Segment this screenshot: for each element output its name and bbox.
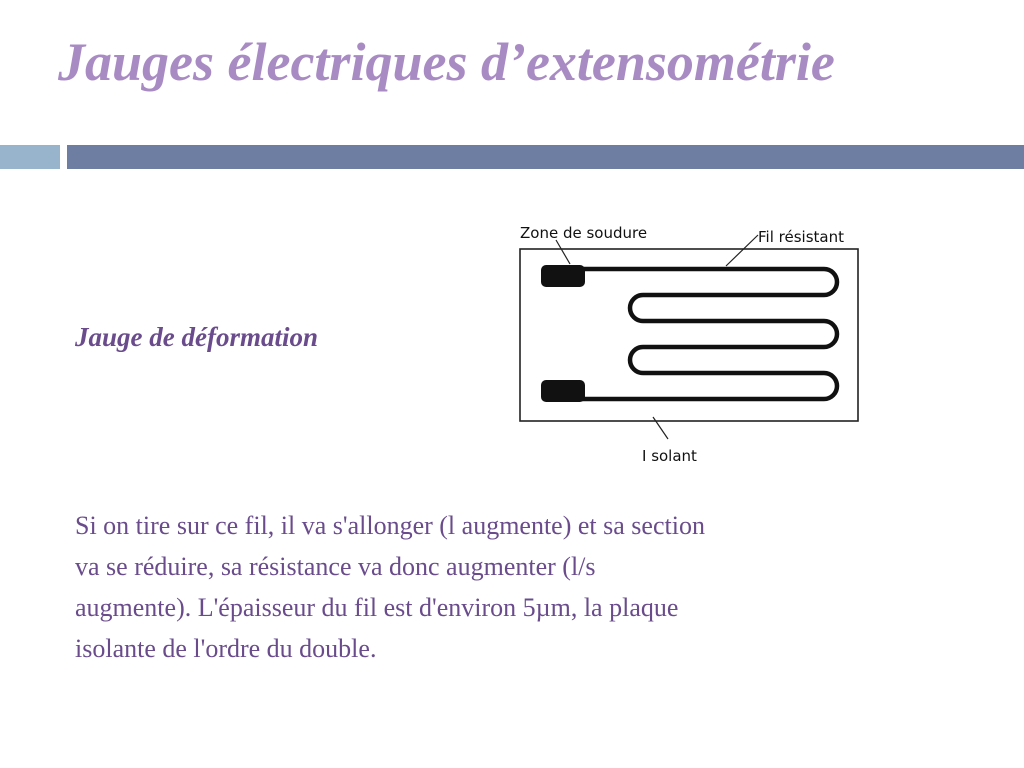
subheading: Jauge de déformation	[75, 322, 318, 352]
label-insulator: I solant	[642, 447, 697, 465]
label-resistive-wire: Fil résistant	[758, 228, 844, 246]
header-accent-bar-dark	[67, 145, 1024, 169]
slide-title: Jauges électriques d’extensométrie	[58, 32, 835, 92]
body-line: isolante de l'ordre du double.	[75, 634, 377, 663]
label-solder-zone: Zone de soudure	[520, 224, 648, 242]
body-paragraph	[75, 505, 915, 669]
body-line: augmente). L'épaisseur du fil est d'environ 5µm, la plaque	[75, 593, 679, 622]
solder-pad-bottom	[541, 380, 585, 402]
strain-gauge-diagram	[512, 218, 867, 470]
body-line: Si on tire sur ce fil, il va s'allonger (l augmente) et sa section	[75, 511, 705, 540]
solder-pad-top	[541, 265, 585, 287]
header-accent-bar-light	[0, 145, 60, 169]
body-line: va se réduire, sa résistance va donc augmenter (l/s	[75, 552, 596, 581]
